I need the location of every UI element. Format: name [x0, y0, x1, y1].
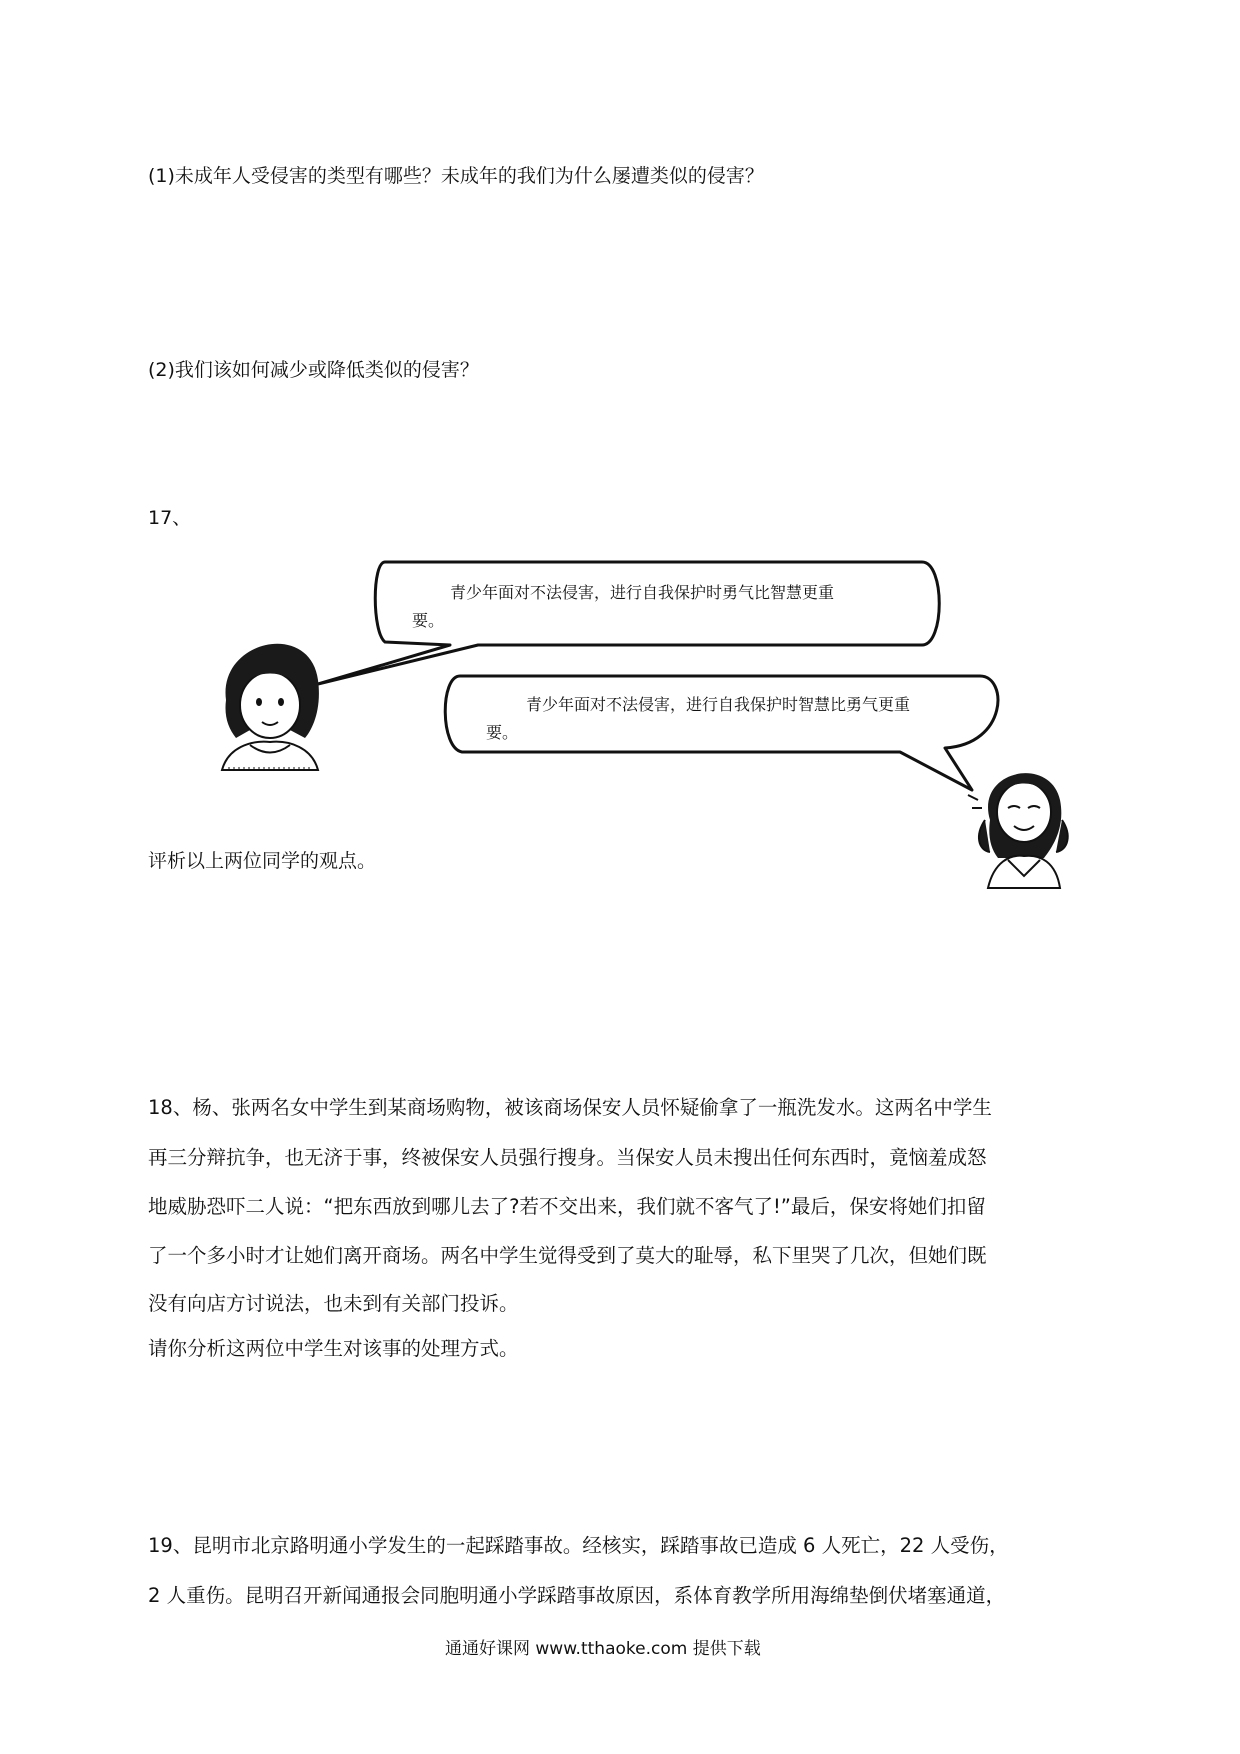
footer-download-note: 通通好课网 www.tthaoke.com 提供下载	[445, 1639, 761, 1659]
q16-subquestion-1: (1)未成年人受侵害的类型有哪些？未成年的我们为什么屡遭类似的侵害？	[148, 165, 764, 187]
q17-prompt: 评析以上两位同学的观点。	[148, 850, 377, 872]
q18-line-3: 地威胁恐吓二人说：“把东西放到哪儿去了?若不交出来，我们就不客气了!”最后，保安将她们扣留	[148, 1195, 986, 1218]
q18-line-1: 18、杨、张两名女中学生到某商场购物，被该商场保安人员怀疑偷拿了一瓶洗发水。这两名中学生	[148, 1096, 992, 1119]
q18-line-5: 没有向店方讨说法，也未到有关部门投诉。	[148, 1292, 519, 1315]
q18-prompt: 请你分析这两位中学生对该事的处理方式。	[148, 1337, 519, 1360]
speech-bubble-1-text-line-2: 要。	[412, 611, 445, 630]
q19-line-2: 2 人重伤。昆明召开新闻通报会同胞明通小学踩踏事故原因，系体育教学所用海绵垫倒伏堵塞通道，	[148, 1584, 1006, 1607]
q19-line-1: 19、昆明市北京路明通小学发生的一起踩踏事故。经核实，踩踏事故已造成 6 人死亡，22 人受伤，	[148, 1534, 1009, 1557]
q17-number: 17、	[148, 507, 192, 529]
q18-line-4: 了一个多小时才让她们离开商场。两名中学生觉得受到了莫大的耻辱，私下里哭了几次，但她们既	[148, 1244, 987, 1267]
girl-avatar-right	[968, 773, 1068, 888]
q16-subquestion-2: (2)我们该如何减少或降低类似的侵害？	[148, 359, 479, 381]
speech-bubble-2-text-line-2: 要。	[486, 723, 519, 742]
speech-bubble-1-text-line-1: 青少年面对不法侵害，进行自我保护时勇气比智慧更重	[450, 583, 835, 602]
girl-avatar-left	[222, 644, 319, 770]
speech-bubble-2-text-line-1: 青少年面对不法侵害，进行自我保护时智慧比勇气更重	[526, 695, 911, 714]
q18-line-2: 再三分辩抗争，也无济于事，终被保安人员强行搜身。当保安人员未搜出任何东西时，竟恼羞成怒	[148, 1146, 987, 1169]
